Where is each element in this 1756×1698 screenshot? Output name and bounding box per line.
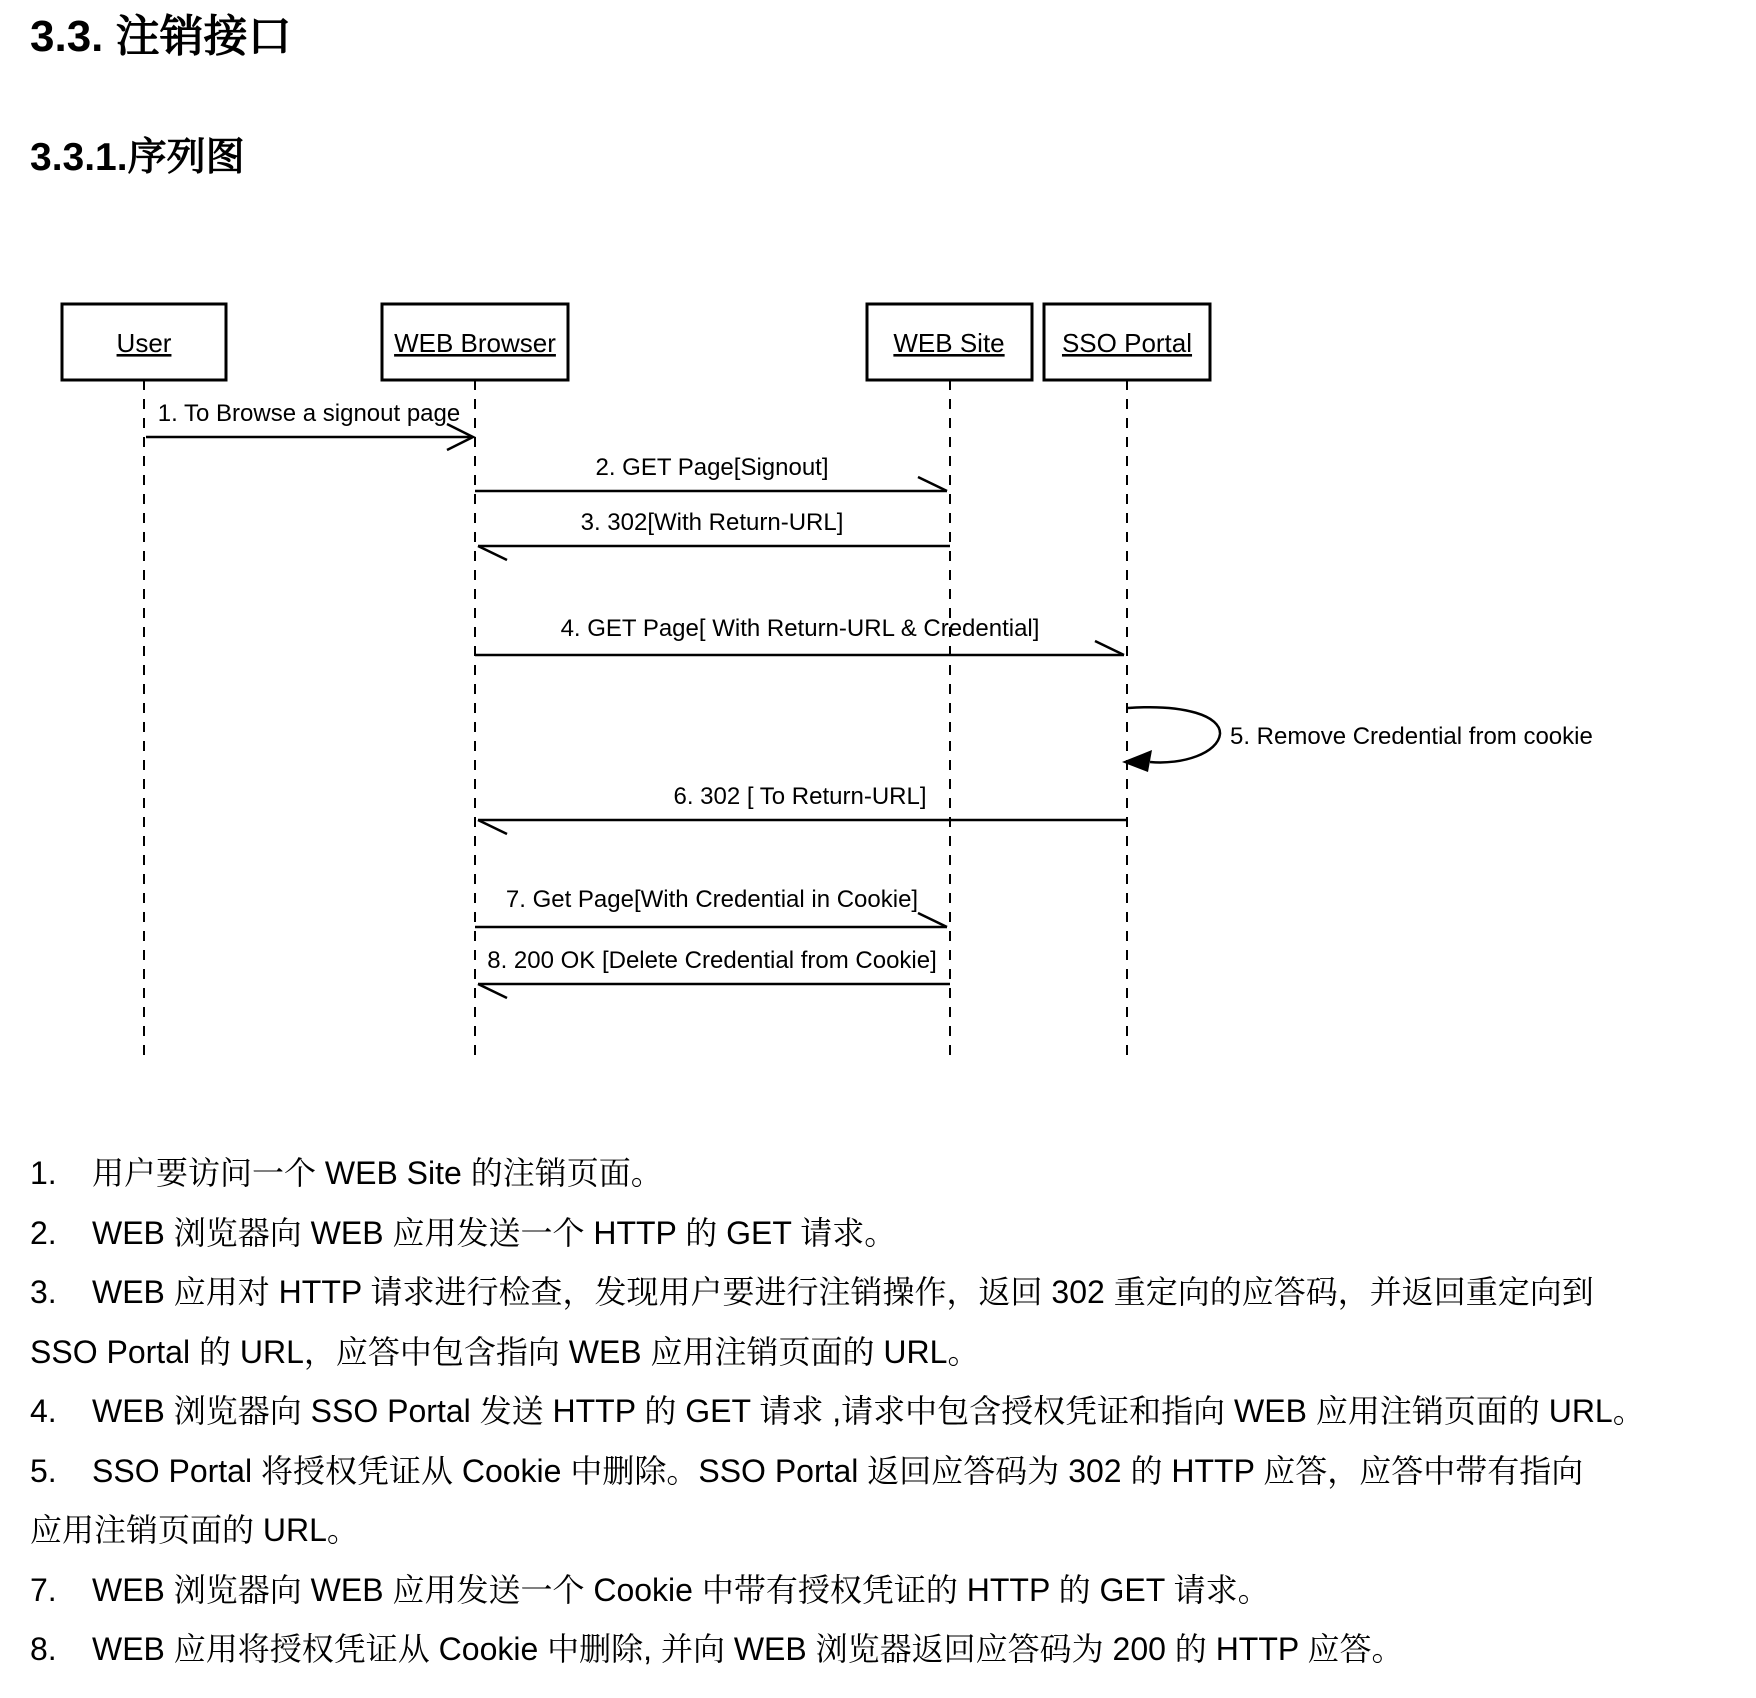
message-8-arrowhead	[478, 984, 507, 998]
message-4-arrowhead	[1095, 641, 1124, 655]
note-line	[30, 1144, 1756, 1204]
message-3-arrowhead	[478, 546, 507, 560]
note-number: 2.	[30, 1214, 57, 1251]
actor-web-browser-label: WEB Browser	[394, 328, 556, 358]
note-line-continuation	[30, 1501, 1756, 1561]
note-line	[30, 1263, 1756, 1323]
message-2-label: 2. GET Page[Signout]	[595, 454, 829, 481]
note-text: WEB 浏览器向 SSO Portal 发送 HTTP 的 GET 请求 ,请求中包含授权凭证和指向 WEB 应用注销页面的 URL。	[92, 1393, 1645, 1429]
actor-sso-portal-label: SSO Portal	[1061, 328, 1193, 358]
note-text: WEB 应用将授权凭证从 Cookie 中删除, 并向 WEB 浏览器返回应答码为 200 的 HTTP 应答。	[92, 1631, 1404, 1667]
message-7-arrowhead	[918, 913, 947, 927]
actor-user-label: User	[116, 328, 172, 358]
section-title: 3.3. 注销接口	[30, 12, 292, 61]
note-number: 3.	[30, 1274, 57, 1310]
actor-sso-portal	[1044, 304, 1210, 380]
message-4	[475, 615, 1124, 655]
actor-web-site-label: WEB Site	[893, 328, 1005, 358]
message-5-loop-top	[1128, 707, 1220, 734]
subsection-title: 3.3.1.序列图	[30, 136, 245, 179]
note-text: WEB 浏览器向 WEB 应用发送一个 Cookie 中带有授权凭证的 HTTP 的 GET 请求。	[92, 1571, 1270, 1608]
note-line	[30, 1204, 1756, 1264]
message-6-arrowhead	[478, 820, 507, 834]
note-number: 1.	[30, 1155, 57, 1191]
note-number: 8.	[30, 1631, 57, 1667]
note-number: 5.	[30, 1452, 57, 1489]
message-3	[478, 509, 950, 560]
message-7	[475, 886, 947, 927]
message-4-label: 4. GET Page[ With Return-URL & Credential]	[560, 615, 1040, 642]
note-text: 用户要访问一个 WEB Site 的注销页面。	[92, 1155, 663, 1191]
note-line	[30, 1442, 1756, 1502]
note-line	[30, 1382, 1756, 1442]
message-1-label: 1. To Browse a signout page	[157, 400, 461, 427]
note-text: SSO Portal 的 URL，应答中包含指向 WEB 应用注销页面的 URL。	[30, 1333, 980, 1370]
message-8-label: 8. 200 OK [Delete Credential from Cookie]	[487, 947, 937, 974]
note-text: 应用注销页面的 URL。	[30, 1512, 359, 1548]
note-text: WEB 浏览器向 WEB 应用发送一个 HTTP 的 GET 请求。	[92, 1214, 897, 1251]
message-5	[1122, 707, 1593, 772]
note-number: 7.	[30, 1571, 57, 1608]
note-line-continuation	[30, 1323, 1756, 1383]
message-8	[478, 947, 950, 998]
actor-user	[62, 304, 226, 380]
message-6-label: 6. 302 [ To Return-URL]	[673, 783, 927, 810]
note-text: SSO Portal 将授权凭证从 Cookie 中删除。SSO Portal 返回应答码为 302 的 HTTP 应答，应答中带有指向	[92, 1452, 1584, 1489]
note-line	[30, 1561, 1756, 1621]
message-7-label: 7. Get Page[With Credential in Cookie]	[505, 886, 919, 913]
note-text: WEB 应用对 HTTP 请求进行检查，发现用户要进行注销操作，返回 302 重定向的应答码，并返回重定向到	[92, 1274, 1594, 1310]
message-5-label: 5. Remove Credential from cookie	[1230, 723, 1593, 750]
message-2	[475, 454, 947, 491]
message-5-loop-bottom	[1150, 734, 1220, 762]
message-3-label: 3. 302[With Return-URL]	[580, 509, 844, 536]
note-number: 4.	[30, 1393, 57, 1429]
note-line	[30, 1620, 1756, 1680]
actor-web-site	[867, 304, 1032, 380]
numbered-notes	[30, 1144, 1756, 1680]
message-1	[146, 400, 473, 450]
actor-web-browser	[382, 304, 568, 380]
message-2-arrowhead	[918, 477, 947, 491]
message-6	[478, 783, 1127, 834]
